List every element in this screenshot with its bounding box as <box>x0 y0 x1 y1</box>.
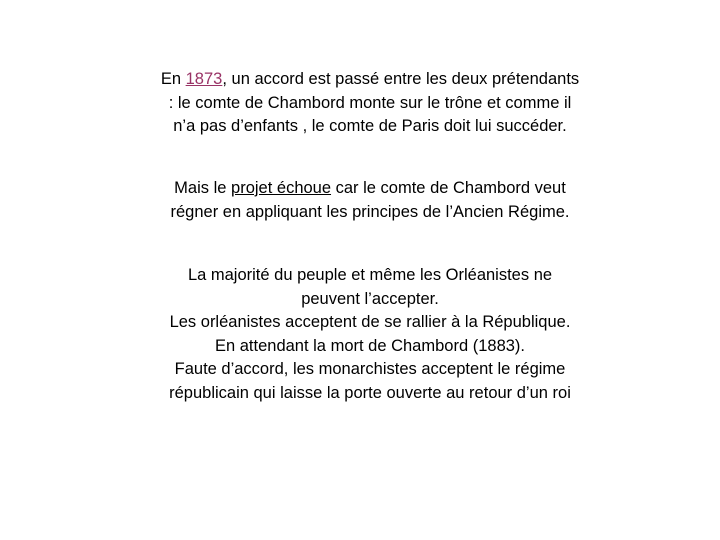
paragraph-projet-echoue <box>160 177 580 224</box>
paragraph2-rest: car le comte de Chambord veut régner en appliquant les principes de l’Ancien Régime. <box>170 179 570 221</box>
paragraph1-rest: , un accord est passé entre les deux prétendants : le comte de Chambord monte sur le trône et comme il n’a pas d’enfants , le comte de Paris doit lui succéder. <box>168 70 580 135</box>
year-1873-link[interactable]: 1873 <box>185 70 223 88</box>
paragraph1-prefix: En <box>160 70 186 88</box>
paragraph2-prefix: Mais le <box>174 179 232 197</box>
paragraph-accord-1873 <box>160 68 580 139</box>
projet-echoue-underlined: projet échoue <box>231 179 332 197</box>
paragraph-republique: La majorité du peuple et même les Orléanistes ne peuvent l’accepter. Les orléanistes acceptent de se rallier à la République. En attendant la mort de Chambord (1883). Faute d’accord, les monarchistes acceptent le régime républicain qui laisse la porte ouverte au retour d’un roi <box>169 266 571 402</box>
